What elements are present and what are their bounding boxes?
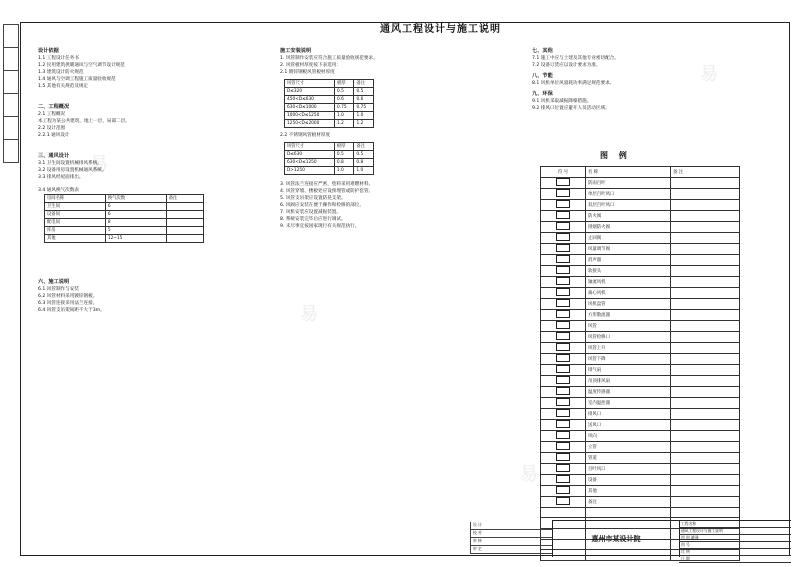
legend-symbol <box>541 221 586 232</box>
legend-name: 防雨百叶 <box>586 177 671 188</box>
legend-remark <box>671 408 740 419</box>
legend-row <box>541 221 740 232</box>
legend-row <box>541 419 740 430</box>
legend-remark <box>671 386 740 397</box>
legend-symbol <box>541 485 586 496</box>
ventilation-table: 房间名称 换气次数 备注 卫生间 6 设备间 6 配电间 8 库房 5 其他 12~15 <box>44 194 204 243</box>
institute-name: 惠州市某设计院 <box>553 521 680 557</box>
note-line: 本工程为某公共建筑，地上一层，局部二层。 <box>38 119 130 124</box>
legend-row <box>541 441 740 452</box>
legend-symbol-icon <box>556 310 570 318</box>
legend-remark <box>671 221 740 232</box>
legend-row <box>541 254 740 265</box>
legend-row <box>541 309 740 320</box>
legend-symbol-icon <box>556 288 570 296</box>
title-block-row: 比 例 <box>679 549 791 556</box>
legend-symbol-icon <box>556 387 570 395</box>
legend-remark <box>671 485 740 496</box>
legend-symbol-icon <box>556 200 570 208</box>
legend-symbol-icon <box>556 398 570 406</box>
legend-row <box>541 342 740 353</box>
legend-symbol-icon <box>556 321 570 329</box>
legend-row <box>541 507 740 518</box>
legend-title: 图 例 <box>600 151 631 160</box>
legend-symbol <box>541 375 586 386</box>
legend-name: 风向 <box>586 430 671 441</box>
note-line: 5. 风管支吊架应设置防晃支架。 <box>280 196 346 201</box>
legend-name: 设备 <box>586 474 671 485</box>
note-line: 7.2 设备订货应以设计要求为准。 <box>532 63 601 68</box>
legend-row <box>541 463 740 474</box>
strip-cell <box>3 116 19 139</box>
legend-symbol <box>541 386 586 397</box>
legend-symbol-icon <box>556 464 570 472</box>
title-block-row: 工程名称 <box>679 521 791 528</box>
legend-name: 其他 <box>586 485 671 496</box>
note-line: 1. 风管制作安装应符合施工质量验收规范要求。 <box>280 56 378 61</box>
legend-symbol <box>541 199 586 210</box>
legend-symbol-icon <box>556 409 570 417</box>
legend-row <box>541 199 740 210</box>
legend-symbol <box>541 265 586 276</box>
legend-symbol-icon <box>556 211 570 219</box>
legend-remark <box>671 320 740 331</box>
legend-symbol-icon <box>556 431 570 439</box>
legend-remark <box>671 188 740 199</box>
note-line: 3. 风管法兰连接应严密，垫料采用难燃材料。 <box>280 182 374 187</box>
legend-symbol <box>541 309 586 320</box>
signature-row: 校 对 <box>470 530 552 538</box>
legend-remark <box>671 309 740 320</box>
legend-name: 排风口 <box>586 408 671 419</box>
note-line: 3.3 排风经屋面排出。 <box>38 175 84 180</box>
note-line: 9. 未尽事宜按国家现行有关规范执行。 <box>280 224 360 229</box>
legend-symbol-icon <box>556 233 570 241</box>
note-line: 6.3 风管连接采用法兰连接。 <box>38 301 98 306</box>
legend-name: 方形散流器 <box>586 309 671 320</box>
legend-symbol <box>541 507 586 518</box>
note-line: 1.2 民用建筑供暖通风与空气调节设计规范 <box>38 63 125 68</box>
legend-symbol <box>541 441 586 452</box>
legend-row <box>541 408 740 419</box>
legend-symbol <box>541 430 586 441</box>
note-line: 2.1 工程概况 <box>38 112 66 117</box>
title-block <box>552 520 791 561</box>
legend-name: 软接头 <box>586 265 671 276</box>
legend-row <box>541 210 740 221</box>
legend-symbol <box>541 419 586 430</box>
note-line: 6. 风阀应安装在便于操作和检修的部位。 <box>280 203 364 208</box>
watermark: 易 <box>300 304 318 325</box>
legend-symbol <box>541 496 586 507</box>
note-line: 7. 风机安装应设置减振装置。 <box>280 210 341 215</box>
legend-name: 排气扇 <box>586 364 671 375</box>
legend-name: 管道 <box>586 452 671 463</box>
legend-remark <box>671 507 740 518</box>
legend-name: 百叶风口 <box>586 463 671 474</box>
legend-symbol <box>541 320 586 331</box>
legend-symbol-icon <box>556 420 570 428</box>
signature-row: 审 定 <box>470 546 552 554</box>
legend-name: 防火阀 <box>586 210 671 221</box>
note-line: 4. 风管穿墙、楼板处应设预埋管或防护套管。 <box>280 189 374 194</box>
legend-symbol <box>541 254 586 265</box>
legend-symbol-icon <box>556 189 570 197</box>
legend-remark <box>671 177 740 188</box>
watermark: 易 <box>520 464 538 485</box>
binding-strip <box>3 24 19 164</box>
legend-remark <box>671 287 740 298</box>
legend-name: 吊顶排风扇 <box>586 375 671 386</box>
strip-cell <box>3 93 19 116</box>
legend-symbol <box>541 287 586 298</box>
notes-column-2 <box>280 44 505 230</box>
title-block-row: 图 号 <box>679 542 791 549</box>
legend-name: 风机盘管 <box>586 298 671 309</box>
legend-row <box>541 430 740 441</box>
title-block-row: 通风工程设计与施工说明 <box>679 528 791 535</box>
legend-symbol <box>541 452 586 463</box>
legend-row <box>541 177 740 188</box>
legend-symbol <box>541 210 586 221</box>
legend-remark <box>671 199 740 210</box>
legend-row <box>541 331 740 342</box>
legend-symbol <box>541 353 586 364</box>
legend-name: 轴流风机 <box>586 276 671 287</box>
legend-row <box>541 188 740 199</box>
legend-symbol-icon <box>556 354 570 362</box>
legend-symbol-icon <box>556 497 570 505</box>
legend-row <box>541 485 740 496</box>
strip-cell <box>3 24 19 47</box>
table-caption: 3.4 通风换气次数表 <box>38 188 79 193</box>
legend-name: 风管检修口 <box>586 331 671 342</box>
legend-name: 风管上升 <box>586 342 671 353</box>
legend-symbol-icon <box>556 442 570 450</box>
signature-block <box>470 522 552 554</box>
note-line: 6.4 风管支吊架间距不大于3m。 <box>38 308 105 313</box>
legend-name: 离心风机 <box>586 287 671 298</box>
section-heading: 六、施工说明 <box>38 279 70 285</box>
legend-symbol <box>541 188 586 199</box>
legend-remark <box>671 364 740 375</box>
legend-symbol-icon <box>556 376 570 384</box>
title-block-row: 图 别 暖通 <box>679 535 791 542</box>
legend-remark <box>671 210 740 221</box>
legend-row <box>541 232 740 243</box>
legend-symbol-icon <box>556 178 570 186</box>
legend-symbol-icon <box>556 299 570 307</box>
note-line: 8.1 风机单位风量耗功率满足规范要求。 <box>532 81 615 86</box>
legend-row <box>541 375 740 386</box>
legend-name: 双层百叶风口 <box>586 199 671 210</box>
notes-column-3 <box>532 44 772 112</box>
section-heading: 九、环保 <box>532 91 553 97</box>
note-line: 7.1 施工中应与土建及其他专业密切配合。 <box>532 56 619 61</box>
legend-row <box>541 287 740 298</box>
legend-remark <box>671 441 740 452</box>
legend-row <box>541 364 740 375</box>
note-line: 2. 风管板材厚度按下表选用： <box>280 63 341 68</box>
legend-remark <box>671 452 740 463</box>
legend-remark <box>671 375 740 386</box>
note-line: 2.1 镀锌钢板风管板材厚度 <box>280 70 335 75</box>
legend-name: 风量调节阀 <box>586 243 671 254</box>
legend-remark <box>671 342 740 353</box>
table-caption: 2.2 不锈钢风管板材厚度 <box>280 133 331 138</box>
title-block-grid <box>679 521 791 561</box>
note-line: 6.1 风管制作与安装 <box>38 287 79 292</box>
note-line: 2.2.1 通风设计 <box>38 133 70 138</box>
section-heading: 三、通风设计 <box>38 153 70 159</box>
legend-name: 温度传感器 <box>586 386 671 397</box>
legend-remark <box>671 331 740 342</box>
legend-symbol-icon <box>556 343 570 351</box>
strip-cell <box>3 139 19 163</box>
legend-symbol <box>541 331 586 342</box>
legend-symbol-icon <box>556 244 570 252</box>
legend-header: 名 称 <box>586 167 671 178</box>
legend-name: 单层百叶风口 <box>586 188 671 199</box>
duct-thickness-table: 风管尺寸 板厚 备注 D≤320 0.5 0.5 450<D≤630 0.6 0.6 630<D≤1000 0.75 0.75 1000<D≤1250 1.0 1.0 1250<D≤2000 1.2 1.2 <box>284 79 374 128</box>
legend-name: 消声器 <box>586 254 671 265</box>
legend-row <box>541 386 740 397</box>
legend-symbol-icon <box>556 222 570 230</box>
section-heading: 设计依据 <box>38 48 59 54</box>
legend-name <box>586 507 671 518</box>
legend-row <box>541 320 740 331</box>
legend-row <box>541 265 740 276</box>
legend-symbol-icon <box>556 255 570 263</box>
note-line: 1.4 通风与空调工程施工质量验收规范 <box>38 77 116 82</box>
legend-symbol-icon <box>556 486 570 494</box>
legend-row <box>541 397 740 408</box>
legend-row <box>541 474 740 485</box>
drawing-title: 通风工程设计与施工说明 <box>380 24 501 35</box>
title-block-row: 日 期 <box>679 556 791 563</box>
legend-remark <box>671 353 740 364</box>
legend-symbol <box>541 243 586 254</box>
legend-remark <box>671 430 740 441</box>
section-heading: 八、节能 <box>532 73 553 79</box>
legend-row <box>541 353 740 364</box>
notes-column-1 <box>38 44 228 314</box>
note-line: 1.3 建筑设计防火规范 <box>38 70 84 75</box>
strip-cell <box>3 70 19 93</box>
legend-name: 室内温控器 <box>586 397 671 408</box>
legend-symbol-icon <box>556 277 570 285</box>
note-line: 3.1 卫生间设置机械排风系统。 <box>38 161 102 166</box>
legend-table <box>540 166 740 561</box>
legend-symbol <box>541 177 586 188</box>
legend-symbol-icon <box>556 365 570 373</box>
legend-remark <box>671 265 740 276</box>
legend-remark <box>671 397 740 408</box>
signature-row: 设 计 <box>470 522 552 530</box>
legend-name: 排烟防火阀 <box>586 221 671 232</box>
legend-symbol-icon <box>556 332 570 340</box>
legend-header: 符 号 <box>541 167 586 178</box>
stainless-thickness-table: 风管尺寸 板厚 备注 D≤630 0.5 0.5 630<D≤1250 0.8 0.8 D>1250 1.0 1.0 <box>284 142 374 175</box>
legend-symbol <box>541 232 586 243</box>
note-line: 1.5 其他有关规范及规定 <box>38 84 89 89</box>
legend-remark <box>671 254 740 265</box>
note-line: 9.1 风机采取减振降噪措施。 <box>532 99 592 104</box>
note-line: 6.2 风管材料采用镀锌钢板。 <box>38 294 98 299</box>
legend-row <box>541 496 740 507</box>
section-heading: 施工安装说明 <box>280 48 312 54</box>
legend-row <box>541 276 740 287</box>
legend-header: 备 注 <box>671 167 740 178</box>
watermark: 易 <box>700 64 718 85</box>
watermark: 易 <box>90 154 108 175</box>
legend-remark <box>671 232 740 243</box>
legend-symbol <box>541 474 586 485</box>
note-line: 8. 系统安装完毕后应进行调试。 <box>280 217 346 222</box>
legend-row <box>541 243 740 254</box>
note-line: 1.1 工程设计任务书 <box>38 56 79 61</box>
legend-symbol-icon <box>556 266 570 274</box>
note-line: 3.2 设备用房设置机械通风系统。 <box>38 168 107 173</box>
legend-symbol-icon <box>556 475 570 483</box>
legend-row <box>541 452 740 463</box>
legend-name: 止回阀 <box>586 232 671 243</box>
legend-name: 风管下降 <box>586 353 671 364</box>
legend-remark <box>671 474 740 485</box>
legend-symbol-icon <box>556 453 570 461</box>
section-heading: 七、其他 <box>532 48 553 54</box>
legend-symbol <box>541 298 586 309</box>
legend-symbol <box>541 276 586 287</box>
legend-symbol <box>541 408 586 419</box>
strip-cell <box>3 47 19 70</box>
legend-remark <box>671 419 740 430</box>
legend-name: 立管 <box>586 441 671 452</box>
legend-remark <box>671 243 740 254</box>
legend-row <box>541 298 740 309</box>
legend-name: 风管 <box>586 320 671 331</box>
legend-remark <box>671 276 740 287</box>
legend-symbol <box>541 342 586 353</box>
legend-remark <box>671 463 740 474</box>
legend-remark <box>671 298 740 309</box>
legend-symbol <box>541 397 586 408</box>
legend-symbol <box>541 364 586 375</box>
legend-name: 备注 <box>586 496 671 507</box>
section-heading: 二、工程概况 <box>38 104 70 110</box>
note-line: 9.2 排风口位置应避开人员活动区域。 <box>532 106 610 111</box>
signature-row: 审 核 <box>470 538 552 546</box>
legend-remark <box>671 496 740 507</box>
note-line: 2.2 设计范围 <box>38 126 66 131</box>
legend-name: 送风口 <box>586 419 671 430</box>
legend-symbol <box>541 463 586 474</box>
